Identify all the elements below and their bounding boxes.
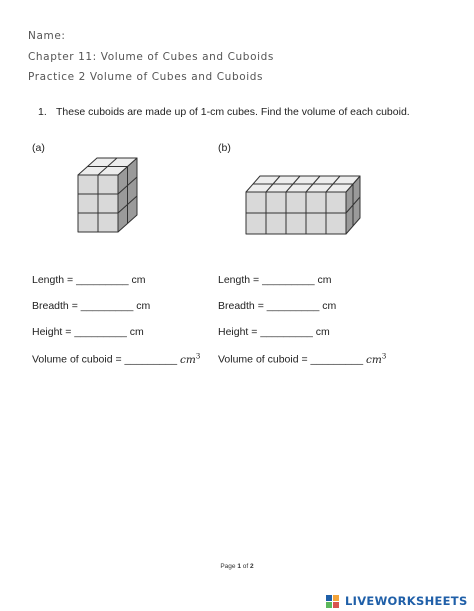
part-b-height: Height = _________ cm <box>218 326 330 338</box>
part-b-breadth: Breadth = _________ cm <box>218 300 337 312</box>
liveworksheets-logo <box>326 594 468 608</box>
practice-title: Practice 2 Volume of Cubes and Cuboids <box>28 71 264 83</box>
part-b-volume <box>218 352 386 366</box>
part-a-volume-text: Volume of cuboid = _________ <box>32 353 180 366</box>
name-label: Name: <box>28 30 66 42</box>
part-a-volume <box>32 352 200 366</box>
question-1 <box>38 106 410 118</box>
part-a-length: Length = _________ cm <box>32 274 146 286</box>
part-a-label: (a) <box>32 142 45 154</box>
liveworksheets-logo-icon <box>326 595 342 608</box>
part-a-breadth: Breadth = _________ cm <box>32 300 151 312</box>
part-b-volume-unit: $cm^3$ <box>366 352 387 366</box>
liveworksheets-logo-text: LIVEWORKSHEETS <box>345 594 468 608</box>
part-a-height: Height = _________ cm <box>32 326 144 338</box>
part-a-volume-unit: $cm^3$ <box>180 352 201 366</box>
chapter-title: Chapter 11: Volume of Cubes and Cuboids <box>28 51 274 63</box>
question-text: These cuboids are made up of 1-cm cubes. Find the volume of each cuboid. <box>56 106 410 118</box>
part-b-volume-text: Volume of cuboid = _________ <box>218 353 366 366</box>
part-b-length: Length = _________ cm <box>218 274 332 286</box>
cuboid-b-figure <box>240 166 366 238</box>
part-b-label: (b) <box>218 142 231 154</box>
page-indicator: Page 1 of 2 <box>220 563 254 570</box>
question-number: 1. <box>38 106 47 118</box>
cuboid-a-figure <box>70 148 150 238</box>
